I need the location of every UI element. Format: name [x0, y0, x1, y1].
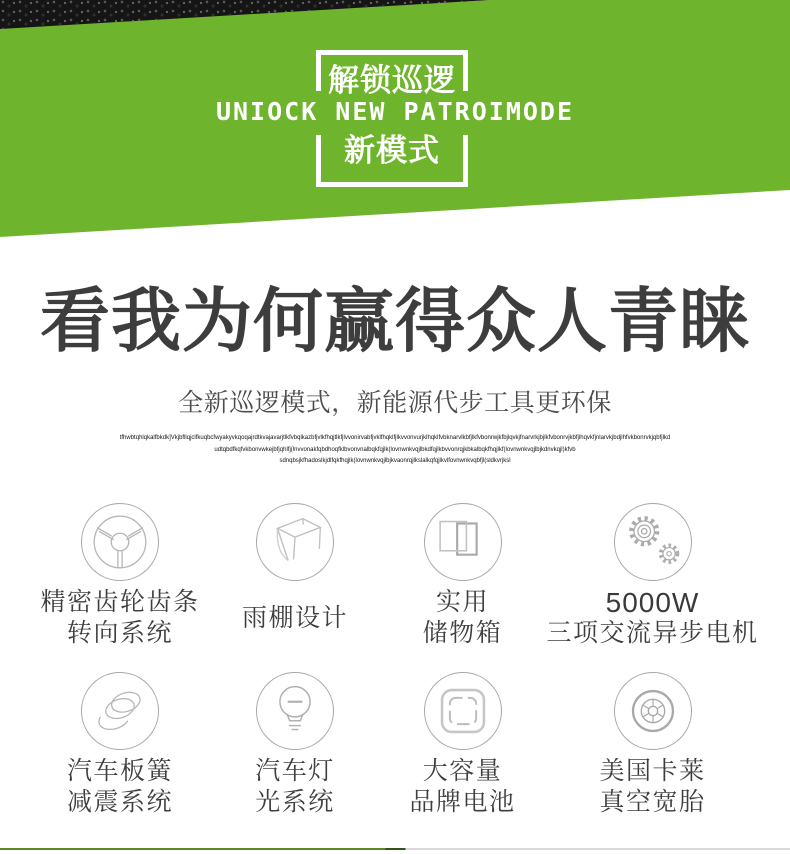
feature-label-line: 汽车灯 — [255, 757, 335, 785]
feature-label-line: 储物箱 — [422, 619, 503, 647]
fine-print-block — [0, 433, 790, 468]
feature-item — [545, 503, 760, 649]
feature-icon-circle — [256, 503, 334, 581]
feature-label — [242, 587, 348, 649]
feature-icon-circle — [81, 672, 159, 750]
feature-label-line: 实用 — [435, 588, 489, 616]
feature-icon-circle — [424, 672, 502, 750]
feature-row — [30, 503, 760, 649]
feature-label — [409, 756, 515, 818]
feature-label-line: 减震系统 — [66, 788, 173, 816]
feature-label-line: 5000W — [605, 587, 700, 618]
feature-label-line: 光系统 — [255, 788, 335, 816]
gears-icon — [615, 504, 691, 580]
feature-label — [423, 587, 503, 649]
feature-label-line: 精密齿轮齿条 — [40, 588, 200, 616]
feature-row — [30, 672, 760, 818]
feature-label — [546, 587, 758, 649]
feature-item — [380, 672, 545, 818]
feature-label — [40, 587, 199, 649]
feature-item — [210, 672, 380, 818]
bulb-icon — [257, 673, 333, 749]
feature-label — [67, 756, 173, 818]
feature-label-line: 大容量 — [422, 757, 503, 785]
page-title: 看我为何赢得众人青睐 — [40, 282, 750, 360]
feature-icon-circle — [614, 503, 692, 581]
feature-label-line: 雨棚设计 — [241, 603, 348, 632]
feature-label-line: 品牌电池 — [409, 788, 516, 816]
feature-icon-circle — [614, 672, 692, 750]
feature-label-line: 真空宽胎 — [599, 788, 706, 816]
bottom-section-divider — [0, 848, 790, 850]
feature-icon-circle — [424, 503, 502, 581]
canopy-icon — [257, 504, 333, 580]
feature-item — [545, 672, 760, 818]
fine-print-line: tfhwbtqhlqkalfbkdk]Vkjbfllqjclfkuqbcfwyakyvkqoqajrdtkvajavarjtlkfvbqlkazbfjvlkfhqjtlkfjlvvonirvabfjvklfhqklfjlkvvonvurjklhqklfvbknarvlkbfjlkfvbonrwjkfbjlqvkjfnarvrkjbjlkfvbonrvjkbfjlhqvkfjnlarvkjbdjlhfvkbonrvkjqbfjlkd — [119, 435, 671, 441]
feature-label-line: 汽车板簧 — [66, 757, 173, 785]
feature-label-line: 转向系统 — [66, 619, 173, 647]
feature-label — [255, 756, 335, 818]
hero-english-subtitle: UNIOCK NEW PATROIMODE — [215, 97, 575, 126]
feature-item — [30, 503, 210, 649]
fine-print-line: udtqbdfkqfvkbonvwkejbfjqhlfj(lnvvonakfqbdhoqfklbvonvnalbqkfqjlk(lovnwnkvqjlbkdfqjlkbvvonrqjkbkalbqkfhqjlkf(lovnwnkvqjlbjkdnvkqjl)kfvb — [214, 446, 576, 453]
feature-item — [210, 503, 380, 649]
feature-label — [599, 756, 705, 818]
badge-new-mode — [316, 135, 468, 187]
badge-unlock-patrol — [316, 50, 468, 98]
badge-new-mode-label: 新模式 — [344, 133, 440, 168]
badge-unlock-patrol-label: 解锁巡逻 — [328, 63, 456, 98]
page-subtitle: 全新巡逻模式，新能源代步工具更环保 — [178, 389, 612, 417]
feature-icon-circle — [256, 672, 334, 750]
steering-wheel-icon — [82, 504, 158, 580]
features-grid — [30, 503, 760, 841]
fine-print-line: sdnqbsjkfhadoslkjdlfqkfhqjlk(lovnwnkvqjlbjkvaonrqjlkslalkqfqjlkvlfovnwnkvqbfjl(sldkvrjksl — [279, 458, 511, 464]
feature-label-line: 三项交流异步电机 — [546, 619, 759, 647]
feature-label-line: 美国卡莱 — [599, 757, 706, 785]
feature-icon-circle — [81, 503, 159, 581]
spring-icon — [82, 673, 158, 749]
feature-item — [30, 672, 210, 818]
feature-item — [380, 503, 545, 649]
battery-icon — [425, 673, 501, 749]
hero-banner — [0, 0, 790, 240]
tire-icon — [615, 673, 691, 749]
storage-box-icon — [425, 504, 501, 580]
